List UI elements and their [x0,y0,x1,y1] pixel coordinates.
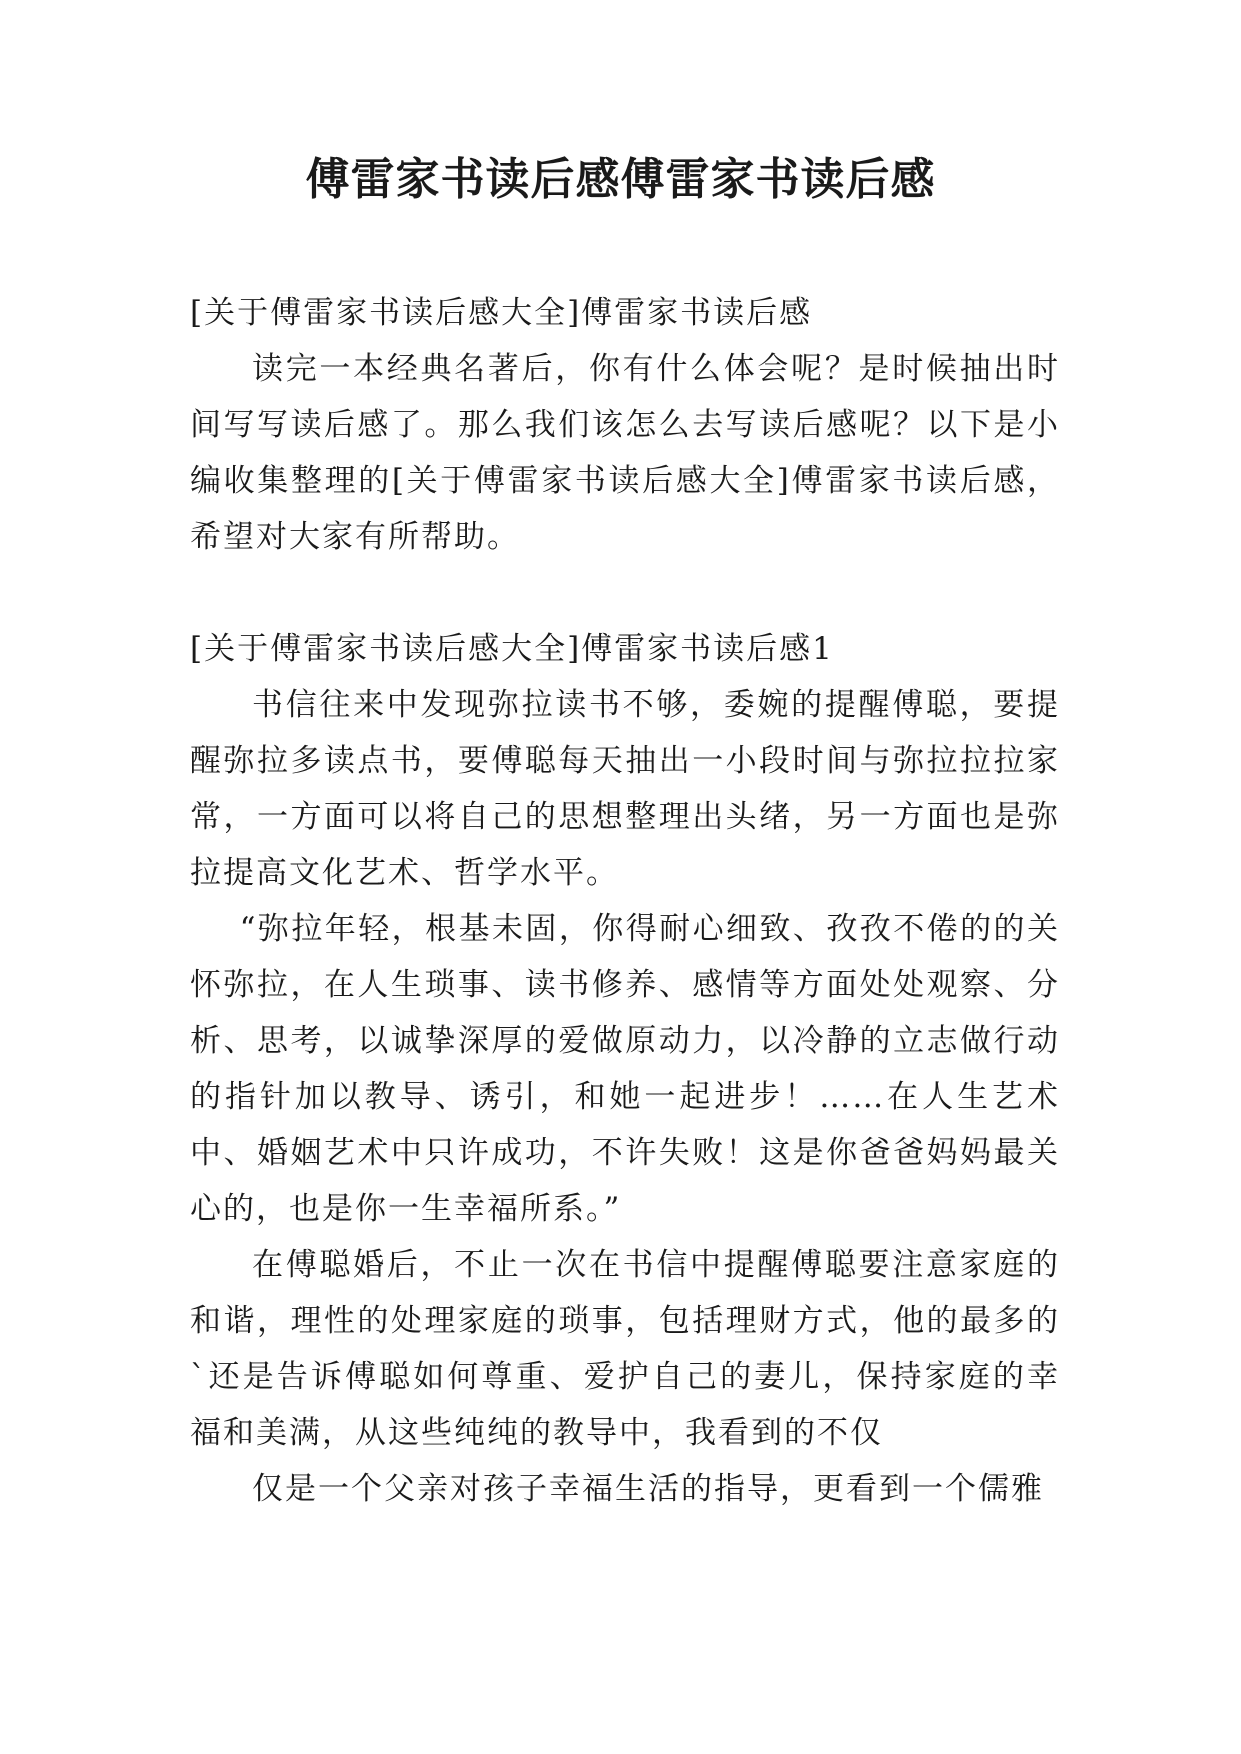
body-paragraph-3: 仅是一个父亲对孩子幸福生活的指导，更看到一个儒雅 [252,1471,1044,1507]
body-paragraph-1: 书信往来中发现弥拉读书不够，委婉的提醒傅聪，要提醒弥拉多读点书，要傅聪每天抽出一小段时间与弥拉拉拉家常，一方面可以将自己的思想整理出头绪，另一方面也是弥拉提高文化艺术、哲学水平。 [190,687,1060,891]
intro-paragraph: 读完一本经典名著后，你有什么体会呢？是时候抽出时间写写读后感了。那么我们该怎么去写读后感呢？以下是小编收集整理的[关于傅雷家书读后感大全]傅雷家书读后感，希望对大家有所帮助。 [190,351,1060,555]
document-title: 傅雷家书读后感傅雷家书读后感 [305,154,936,205]
document-body [190,285,1060,1517]
body-paragraph-2: 在傅聪婚后，不止一次在书信中提醒傅聪要注意家庭的和谐，理性的处理家庭的琐事，包括理财方式，他的最多的`还是告诉傅聪如何尊重、爱护自己的妻儿，保持家庭的幸福和美满，从这些纯纯的教导中，我看到的不仅 [190,1247,1060,1451]
intro-heading: [关于傅雷家书读后感大全]傅雷家书读后感 [190,295,813,331]
section-heading-1: [关于傅雷家书读后感大全]傅雷家书读后感1 [190,631,834,667]
body-paragraph-quote: “弥拉年轻，根基未固，你得耐心细致、孜孜不倦的的关怀弥拉，在人生琐事、读书修养、感情等方面处处观察、分析、思考，以诚挚深厚的爱做原动力，以冷静的立志做行动的指针加以教导、诱引，和她一起进步！……在人生艺术中、婚姻艺术中只许成功，不许失败！这是你爸爸妈妈最关心的，也是你一生幸福所系。” [190,911,1060,1227]
